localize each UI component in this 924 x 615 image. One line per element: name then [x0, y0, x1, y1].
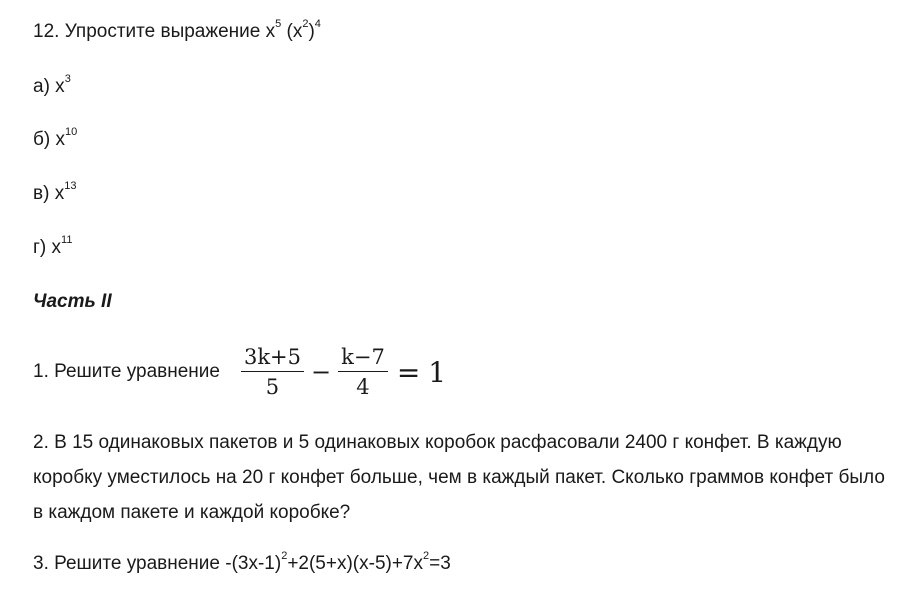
- answer-option-d: [33, 233, 73, 260]
- task-3-text: +2(5+x)(x-5)+7x: [287, 553, 424, 574]
- task-3-text: =3: [429, 553, 451, 574]
- right-hand-side: 1: [428, 355, 447, 389]
- exponent: 3: [64, 72, 71, 85]
- exponent: 5: [275, 17, 282, 30]
- fraction-denominator: 5: [265, 375, 280, 399]
- option-label: в) x: [33, 183, 65, 204]
- task-1-question: [33, 340, 446, 404]
- section-heading: Часть II: [33, 291, 112, 312]
- exponent: 2: [302, 17, 309, 30]
- option-label: б) x: [33, 129, 65, 150]
- exponent: 11: [61, 233, 73, 246]
- task-12-text: 12. Упростите выражение x: [33, 21, 276, 42]
- task-2-question: 2. В 15 одинаковых пакетов и 5 одинаковых коробок расфасовали 2400 г конфет. В каждую коробку уместилось на 20 г конфет больше, чем в каждый пакет. Сколько граммов конфет было в каждом пакете и каждой коробке?: [33, 432, 885, 523]
- exponent: 4: [314, 17, 321, 30]
- fraction-numerator: k−7: [338, 345, 388, 372]
- task-12-question: [33, 17, 321, 44]
- equation: [238, 345, 446, 399]
- exponent: 2: [281, 549, 288, 562]
- exponent: 13: [64, 179, 77, 192]
- fraction-denominator: 4: [356, 375, 370, 399]
- minus-sign: −: [311, 358, 332, 386]
- task-12-text: ): [308, 21, 315, 42]
- answer-option-c: [33, 179, 77, 206]
- exponent: 2: [423, 549, 430, 562]
- answer-option-b: [33, 125, 78, 152]
- equals-sign: =: [396, 355, 421, 389]
- answer-option-a: [33, 72, 71, 99]
- task-3-text: 3. Решите уравнение -(3x-1): [33, 553, 282, 574]
- fraction-2: [338, 345, 388, 399]
- task-1-label: 1. Решите уравнение: [33, 361, 220, 382]
- option-label: г) x: [33, 237, 62, 258]
- task-12-text: (x: [281, 21, 303, 42]
- fraction-numerator: 3k+5: [241, 345, 304, 372]
- exponent: 10: [65, 125, 78, 138]
- fraction-1: [241, 345, 304, 399]
- task-3-question: [33, 549, 451, 576]
- option-label: а) x: [33, 76, 65, 97]
